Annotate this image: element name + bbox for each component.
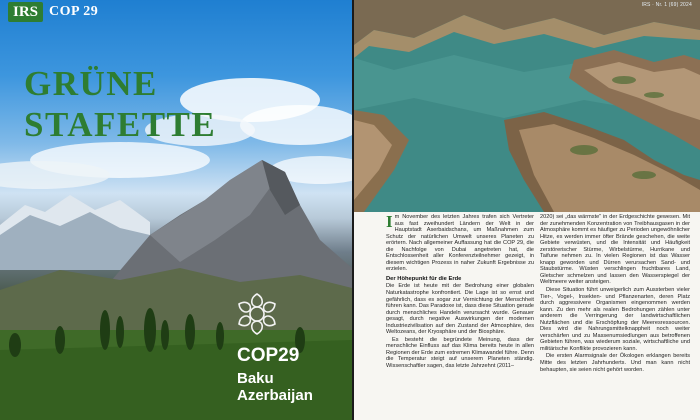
body-paragraph: Die ersten Alarmsignale der Ökologen erklangen bereits Mitte des letzten Jahrhunderts. Und man kann nicht behaupten, sie seien nicht gehört worden.: [540, 353, 690, 373]
magazine-masthead: [8, 2, 98, 22]
body-paragraph: 2020) sei „das wärmste“ in der Erdgeschichte gewesen. Mit der zunehmenden Konzentration von Treibhausgasen in der Atmosphäre kommt es häufiger zu Perioden ungewöhnlicher Hitze, es werden immer öfter Brände geschehen, die weite Gebiete verwüsten, und die Intensität und Häufigkeit zerstörerischer Stürme, Wirbelstürme, Hurrikane und Taifune nehmen zu. In vielen Regionen ist das Wasser knapp geworden und Dürren verursachen Sand- und Staubstürme. Wüsten verschlingen fruchtbares Land, Gletscher schmelzen und lassen den Wasserspiegel der Weltmeere weiter ansteigen.: [540, 214, 690, 286]
cop29-city: Baku: [237, 370, 274, 387]
section-subheading: Der Höhepunkt für die Erde: [386, 275, 462, 282]
body-paragraph: Die Erde ist heute mit der Bedrohung einer globalen Naturkatastrophe konfrontiert. Die Lage ist so ernst und gefährlich, dass es sogar zur Vernichtung der Menschheit führen kann. Das Paradoxe ist, dass diese Situation gerade durch menschliches Handeln verursacht wurde. Genauer gesagt, durch negative Auswirkungen der modernen Industriezivilisation auf den Zustand der Atmosphäre, des Weltozeans, der Kryosphäre und der Biosphäre.: [386, 283, 534, 336]
cop29-wordmark: COP29: [237, 345, 300, 366]
right-page: [354, 0, 700, 420]
reservoir-aerial-photo: [354, 0, 700, 212]
cop29-country: Azerbaijan: [237, 387, 313, 404]
page-header-meta: IRS · Nr. 1 (69) 2024: [641, 2, 692, 8]
intro-text: m November des letzten Jahres trafen sich Vertreter aus fast zweihundert Ländern der Welt in der Hauptstadt Aserbaidschans, um Maßnahmen zum Schutz der natürlichen Umwelt unseres Planeten zu erörtern. Nach allgemeiner Auffassung hat die COP 29, die die Nachfolge von Dubai angetreten hat, die Entschlossenheit aller Konferenzteilnehmer gezeigt, in diesem wichtigen Prozess in naher Zukunft Ergebnisse zu erzielen.: [386, 214, 534, 273]
intro-paragraph: [386, 214, 534, 273]
article-title-line-1: GRÜNE: [24, 64, 158, 103]
text-column-2: [540, 214, 690, 374]
body-paragraph: Diese Situation führt unweigerlich zum Aussterben vieler Tier-, Vogel-, Insekten- und Pflanzenarten, deren Platz durch aggressivere Organismen eingenommen werden kann. Zu den mehr als realen Bedrohungen zählen unter anderem die Verringerung der landwirtschaftlichen Nutzflächen und die Erschöpfung der Meeresressourcen. Dies wird die Nahrungsmittelknappheit noch weiter verschärfen und zu Massenumsiedlungen aus betroffenen Gebieten führen, was wiederum soziale, wirtschaftliche und militärische Konflikte provozieren kann.: [540, 287, 690, 352]
magazine-logo: IRS: [8, 2, 43, 22]
article-title-line-2: STAFETTE: [24, 105, 217, 144]
cop29-leaf-emblem-icon: [232, 286, 282, 342]
text-column-1: [386, 214, 534, 371]
magazine-subtitle: COP 29: [49, 4, 99, 19]
drop-cap: I: [386, 212, 393, 231]
body-paragraph: Es besteht die begründete Meinung, dass der menschliche Einfluss auf das Klima bereits heute in allen Regionen der Erde zum extremen Klimawandel führe. Denn die Temperatur steigt auf unserem Planeten ständig. Wissenschaftler sagen, das letzte Jahrzehnt (2011–: [386, 336, 535, 370]
